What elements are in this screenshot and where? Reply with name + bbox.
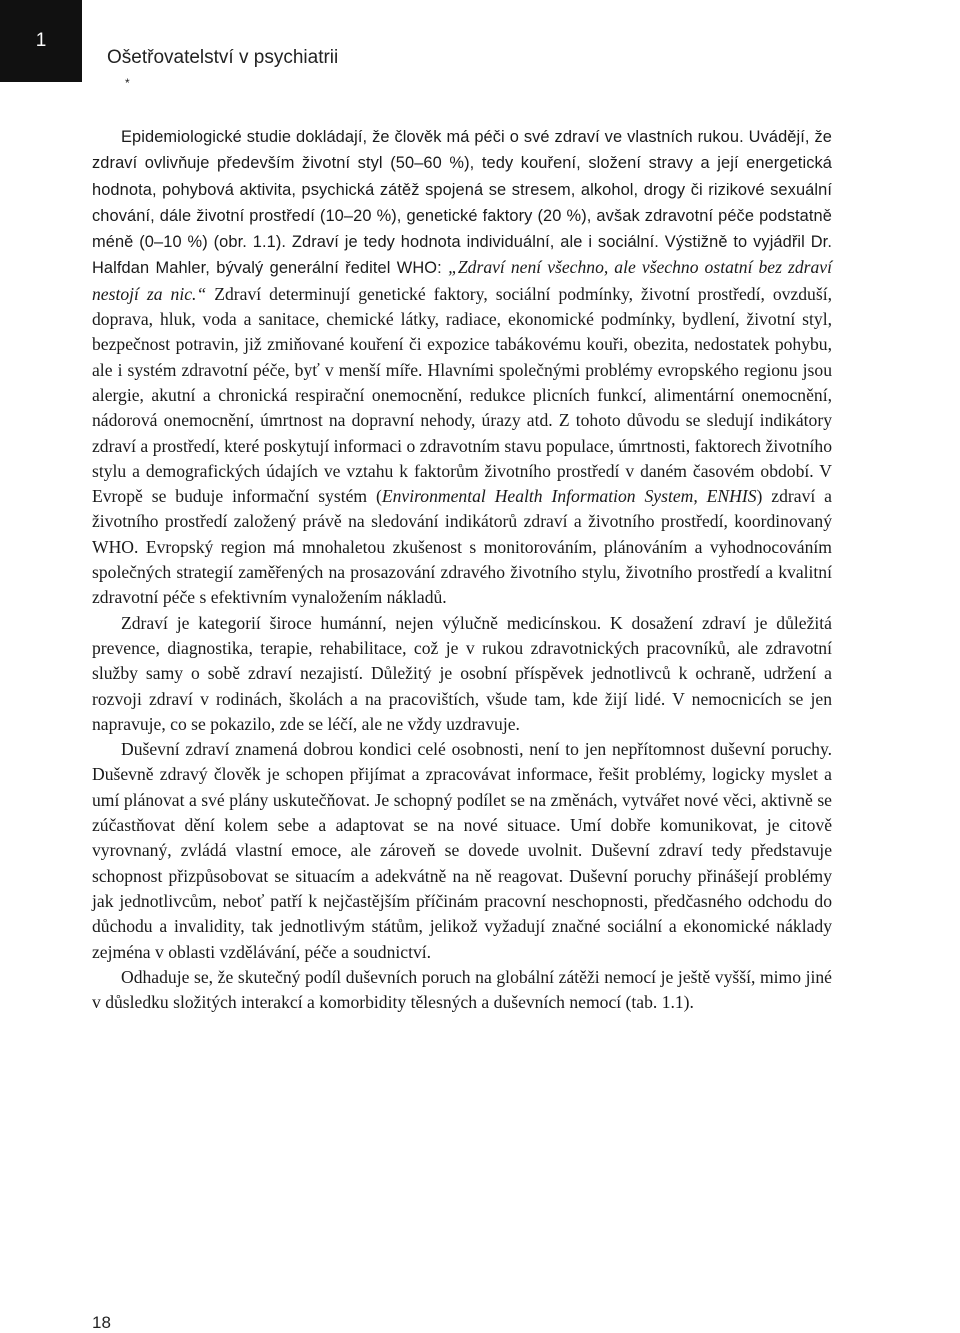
chapter-number-box <box>0 0 82 82</box>
paragraph-1-sans-text: Epidemiologické studie dokládají, že člověk má péči o své zdraví ve vlastních rukou. Uvádějí, že zdraví ovlivňuje především životní styl (50–60 %), tedy kouření, složení stravy a její energetická hodnota, pohybová aktivita, psychická zátěž spojená se stresem, alkohol, drogy či rizikové sexuální chování, dále životní prostředí (10–20 %), genetické faktory (20 %), avšak zdravotní péče podstatně méně (0–10 %) (obr. 1.1). Zdraví je tedy hodnota individuální, ale i sociální. Výstižně to vyjádřil Dr. Halfdan Mahler, bývalý generální ředitel WHO: <box>92 128 832 278</box>
paragraph-1-text-a: Zdraví determinují genetické faktory, sociální podmínky, životní prostředí, ovzduší, doprava, hluk, voda a sanitace, chemické látky, radiace, ekonomické podmínky, bydlení, životní styl, bezpečnost potravin, již zmiňované kouření či expozice tabákovému kouři, obezita, nedostatek pohybu, ale i systém zdravotní péče, byť v menší míře. Hlavními společnými problémy evropského regionu jsou alergie, akutní a chronická respirační onemocnění, redukce plicních funkcí, alimentární onemocnění, nádorová onemocnění, úmrtnost na dopravní nehody, úrazy atd. Z tohoto důvodu se sledují indikátory zdraví a prostředí, které poskytují informaci o zdravotním stavu populace, úmrtnosti, faktorech životního stylu a demografických údajích ve vztahu k faktorům životního prostředí v daném časovém období. V Evropě se buduje informační systém ( <box>92 283 832 507</box>
paragraph-4: Odhaduje se, že skutečný podíl duševních poruch na globální zátěži nemocí je ještě vyšší, mimo jiné v důsledku složitých interakcí a komorbidity tělesných a duševních nemocí (tab. 1.1). <box>92 966 832 1013</box>
header-marker: * <box>125 76 130 90</box>
paragraph-1-text-b: ) zdraví a životního prostředí založený právě na sledování indikátorů zdraví a životního prostředí, koordinovaný WHO. Evropský region má mnohaletou zkušenost s monitorováním, plánováním a vyhodnocováním společných strategií zaměřených na prosazování zdravého životního stylu, životního prostředí a kvalitní zdravotní péče s efektivním vynaložením nákladů. <box>92 486 832 608</box>
paragraph-1 <box>92 124 832 611</box>
chapter-number: 1 <box>35 30 47 51</box>
system-name: Environmental Health Information System, ENHIS <box>381 486 757 507</box>
paragraph-2: Zdraví je kategorií široce humánní, nejen výlučně medicínskou. K dosažení zdraví je důležitá prevence, diagnostika, terapie, rehabilitace, což je v rukou zdravotnických pracovníků, ale zdravotní služby samy o sobě zdraví nezajistí. Důležitý je osobní příspěvek jednotlivců k ochraně, udržení a rozvoji zdraví v rodinách, školách a na pracovištích, všude tam, kde žijí lidé. V nemocnicích se jen napravuje, co se pokazilo, zde se léčí, ale ne vždy uzdravuje. <box>92 612 832 734</box>
running-title: Ošetřovatelství v psychiatrii <box>107 47 339 68</box>
body-text <box>92 124 832 1015</box>
page-number: 18 <box>92 1313 111 1332</box>
who-quote: „Zdraví není všechno, ale všechno ostatní bez zdraví nestojí za nic.“ <box>92 257 832 304</box>
paragraph-3: Duševní zdraví znamená dobrou kondici celé osobnosti, není to jen nepřítomnost duševní poruchy. Duševně zdravý člověk je schopen přijímat a zpracovávat informace, řešit problémy, logicky myslet a umí plánovat a své plány uskutečňovat. Je schopný podílet se na změnách, vytvářet nové věci, aktivně se zúčastňovat dění kolem sebe a adaptovat se na nové situace. Umí dobře komunikovat, je citově vyrovnaný, zvládá vlastní emoce, ale zároveň se dovede uvolnit. Duševní zdraví tedy představuje schopnost přizpůsobovat se situacím a adekvátně na ně reagovat. Duševní poruchy přinášejí problémy jak jednotlivcům, neboť patří k nejčastějším příčinám pracovní neschopnosti, předčasného odchodu do důchodu a invalidity, tak jednotlivým státům, jelikož vyžadují značné sociální a ekonomické náklady zejména v oblasti vzdělávání, péče a soudnictví. <box>92 739 832 962</box>
